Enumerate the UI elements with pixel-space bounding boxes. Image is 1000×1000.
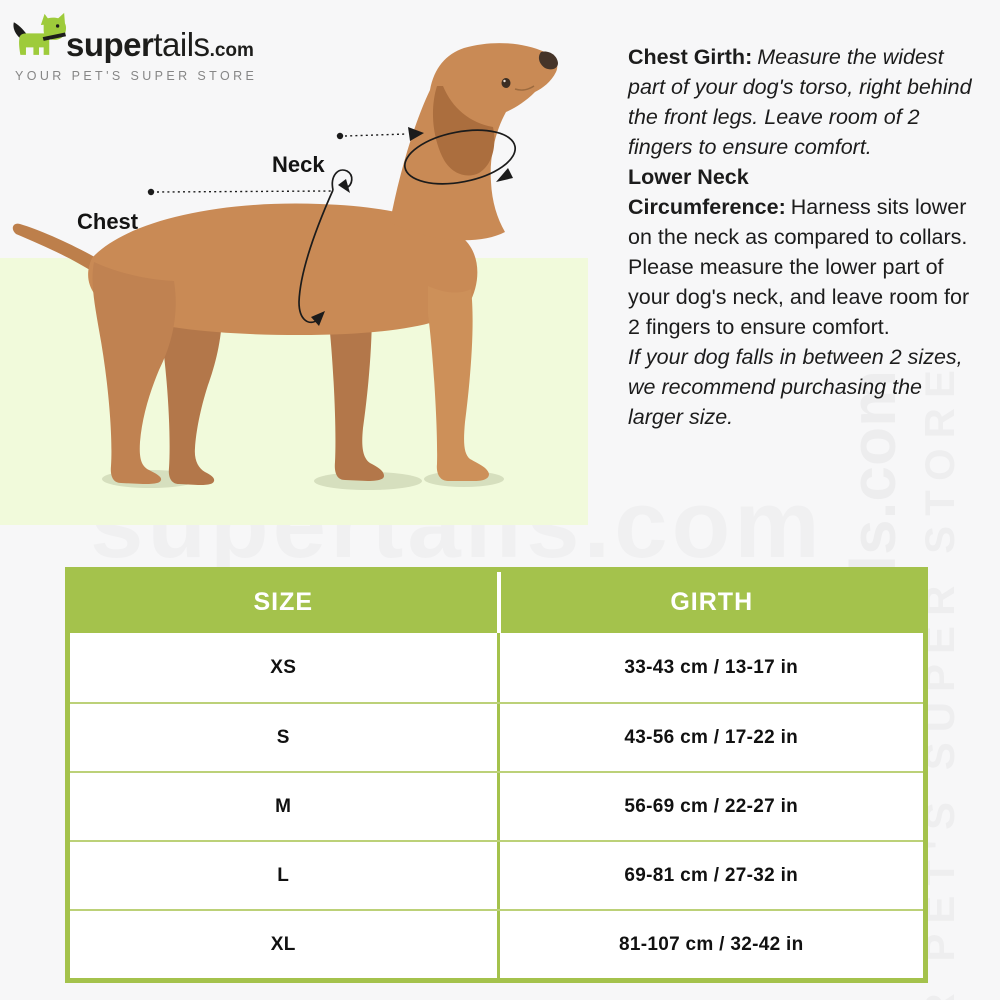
size-chart-header <box>70 572 923 633</box>
table-row <box>70 771 923 840</box>
size-cell: S <box>276 726 290 748</box>
between-sizes-note: If your dog falls in between 2 sizes, we recommend purchasing the larger size. <box>628 345 963 429</box>
brand-tagline: YOUR PET'S SUPER STORE <box>15 69 258 83</box>
measurement-instructions <box>628 42 978 432</box>
lower-neck-heading: Lower Neck Circumference: <box>628 165 786 219</box>
table-row <box>70 702 923 771</box>
chest-girth-body: Measure the widest part of your dog's torso, right behind the front legs. Leave room of 2 fingers to ensure comfort. <box>628 45 972 159</box>
lower-neck-paragraph <box>628 162 978 342</box>
chest-girth-paragraph <box>628 42 978 162</box>
brand-name-suffix: .com <box>209 40 254 61</box>
brand-wordmark <box>66 26 254 66</box>
dog-measurement-diagram <box>0 30 600 530</box>
girth-cell: 43-56 cm / 17-22 in <box>497 704 924 771</box>
girth-cell: 69-81 cm / 27-32 in <box>497 842 924 909</box>
size-cell: L <box>277 864 290 886</box>
chest-girth-heading: Chest Girth: <box>628 45 753 69</box>
chest-callout-dot <box>148 189 154 195</box>
neck-callout-dot <box>337 133 343 139</box>
column-header-girth: GIRTH <box>497 572 924 633</box>
girth-cell: 81-107 cm / 32-42 in <box>497 911 924 978</box>
logo-dog-body <box>19 33 49 54</box>
neck-label: Neck <box>272 152 325 177</box>
table-row <box>70 840 923 909</box>
brand-name-bold: super <box>66 26 154 63</box>
logo-dog-eye <box>56 24 59 27</box>
size-cell: M <box>275 795 292 817</box>
girth-cell: 33-43 cm / 13-17 in <box>497 633 924 702</box>
chest-label: Chest <box>77 209 139 234</box>
dog-eye-highlight <box>503 80 505 82</box>
size-cell: XS <box>270 656 297 678</box>
girth-cell: 56-69 cm / 22-27 in <box>497 773 924 840</box>
size-cell: XL <box>270 933 296 955</box>
column-header-size: SIZE <box>253 588 314 616</box>
table-row <box>70 909 923 978</box>
table-row <box>70 633 923 702</box>
dog-illustration <box>0 30 600 530</box>
brand-name-regular: tails <box>153 26 210 63</box>
size-chart-table <box>65 567 928 983</box>
brand-logo <box>10 12 257 83</box>
lower-neck-body: Harness sits lower on the neck as compared to collars. Please measure the lower part of your dog's neck, and leave room for 2 fingers to ensure comfort. <box>628 195 970 339</box>
dog-eye <box>502 78 511 88</box>
dog-logo-icon <box>10 12 68 66</box>
